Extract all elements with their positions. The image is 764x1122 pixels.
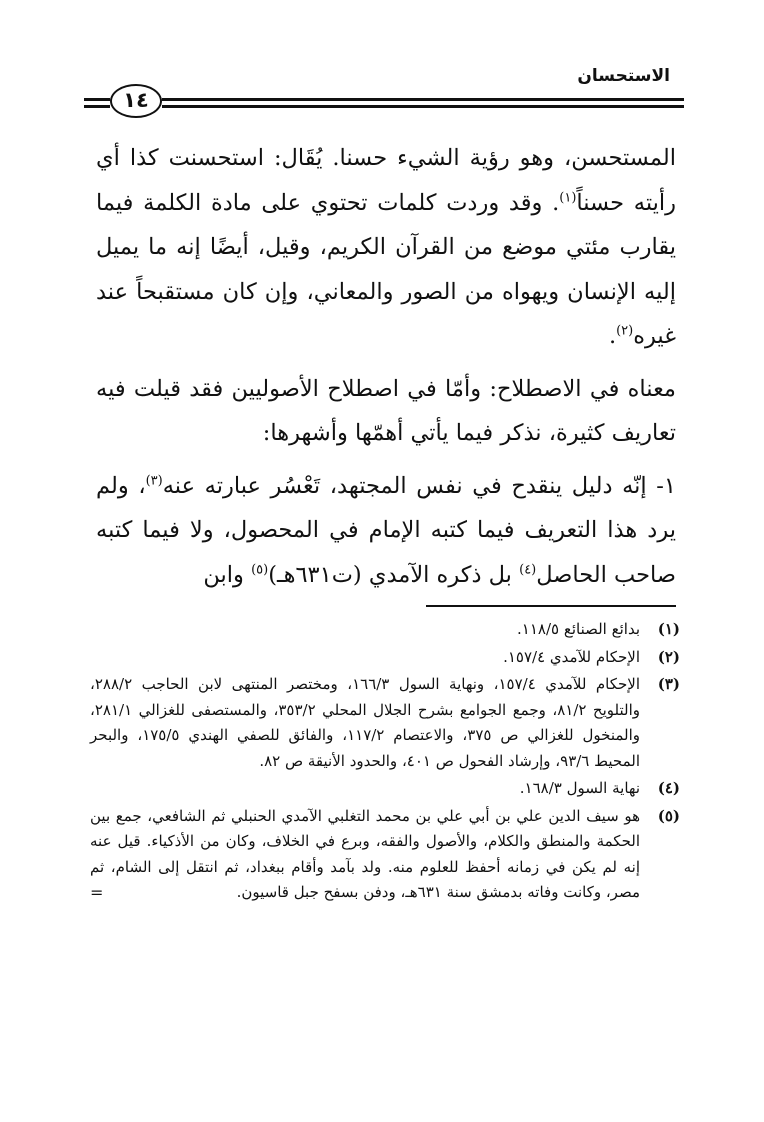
- footnote-number: (٤): [657, 779, 680, 797]
- footnote-number: (٥): [657, 806, 680, 825]
- footnote-text: الإحكام للآمدي ١٥٧/٤.: [503, 647, 640, 666]
- page-number: ١٤: [110, 84, 162, 118]
- page-header: [84, 62, 684, 122]
- paragraph-3: ١- إنّه دليل ينقدح في نفس المجتهد، تَعْسُر عبارته عنه$^{(٣)}$، ولم يرد هذا التعريف فيما كتبه الإمام في المحصول، ولا فيما كتبه صاحب الحاصل$^{(٤)}$ بل ذكره الآمدي (ت٦٣١هـ)$^{(٥)}$ وابن: [96, 472, 677, 588]
- footnote-ref: (٤): [519, 562, 537, 577]
- main-text: [96, 136, 676, 605]
- footnote-item: [90, 617, 680, 643]
- footnote-separator: [426, 605, 676, 607]
- footnote-ref: (٣): [145, 473, 163, 488]
- footnotes: [90, 617, 680, 908]
- header-rule: [162, 98, 684, 101]
- header-rule: [162, 105, 684, 108]
- paragraph-1: المستحسن، وهو رؤية الشيء حسنا. يُقَال: استحسنت كذا أي رأيته حسناً$^{(١)}$. وقد وردت كلمات تحتوي على مادة الكلمة فيما يقارب مئتي موضع من القرآن الكريم، وقيل، أيضًا إنه ما يميل إليه الإنسان ويهواه من الصور والمعاني، وإن كان مستقبحاً عند غيره$^{(٢)}$.: [96, 145, 676, 349]
- paragraph-2: معناه في الاصطلاح: وأمّا في اصطلاح الأصوليين فقد قيلت فيه تعاريف كثيرة، نذكر فيما يأتي أهمّها وأشهرها:: [96, 375, 676, 446]
- footnote-ref: (١): [559, 190, 577, 205]
- footnote-ref: (٥): [251, 562, 269, 577]
- footnote-number: (٢): [657, 647, 680, 666]
- header-rule-short: [84, 98, 110, 101]
- footnote-item: [90, 804, 680, 906]
- footnote-number: (١): [657, 620, 680, 638]
- footnote-ref: (٢): [616, 323, 634, 339]
- footnote-text: هو سيف الدين علي بن أبي علي بن محمد التغلبي الآمدي الحنبلي ثم الشافعي، جمع بين الحكمة والمنطق والكلام، والأصول والفقه، وبرع في الخلاف، وكان من الأذكياء. قيل عنه إنه لم يكن في زمانه أحفظ للعلوم منه. ولد بآمد وأقام ببغداد، ثم انتقل إلى الشام، ثم مصر، وكانت وفاته بدمشق سنة ٦٣١هـ، ودفن بسفح جبل قاسيون.: [90, 806, 640, 901]
- footnote-text: الإحكام للآمدي ١٥٧/٤، ونهاية السول ١٦٦/٣، ومختصر المنتهى لابن الحاجب ٢٨٨/٢، والتلويح ٨١/٢، وجمع الجوامع بشرح الجلال المحلي ٣٥٣/٢، والمستصفى للغزالي ٢٨١/١، والمنخول للغزالي ص ٣٧٥، والاعتصام ١١٧/٢، والفائق للصفي الهندي ١٧٥/٥، والبحر المحيط ٩٣/٦، وإرشاد الفحول ص ٤٠١، والحدود الأنيقة ص ٨٢.: [90, 675, 640, 770]
- footnote-item: [90, 776, 680, 802]
- footnote-item: [90, 645, 680, 671]
- footnote-text: بدائع الصنائع ١١٨/٥.: [517, 620, 640, 638]
- footnote-item: [90, 672, 680, 774]
- footnote-number: (٣): [657, 675, 680, 693]
- chapter-title: الاستحسان: [577, 66, 670, 86]
- header-rule-short: [84, 105, 110, 108]
- footnote-text: نهاية السول ١٦٨/٣.: [519, 779, 640, 797]
- continuation-mark: =: [90, 883, 104, 902]
